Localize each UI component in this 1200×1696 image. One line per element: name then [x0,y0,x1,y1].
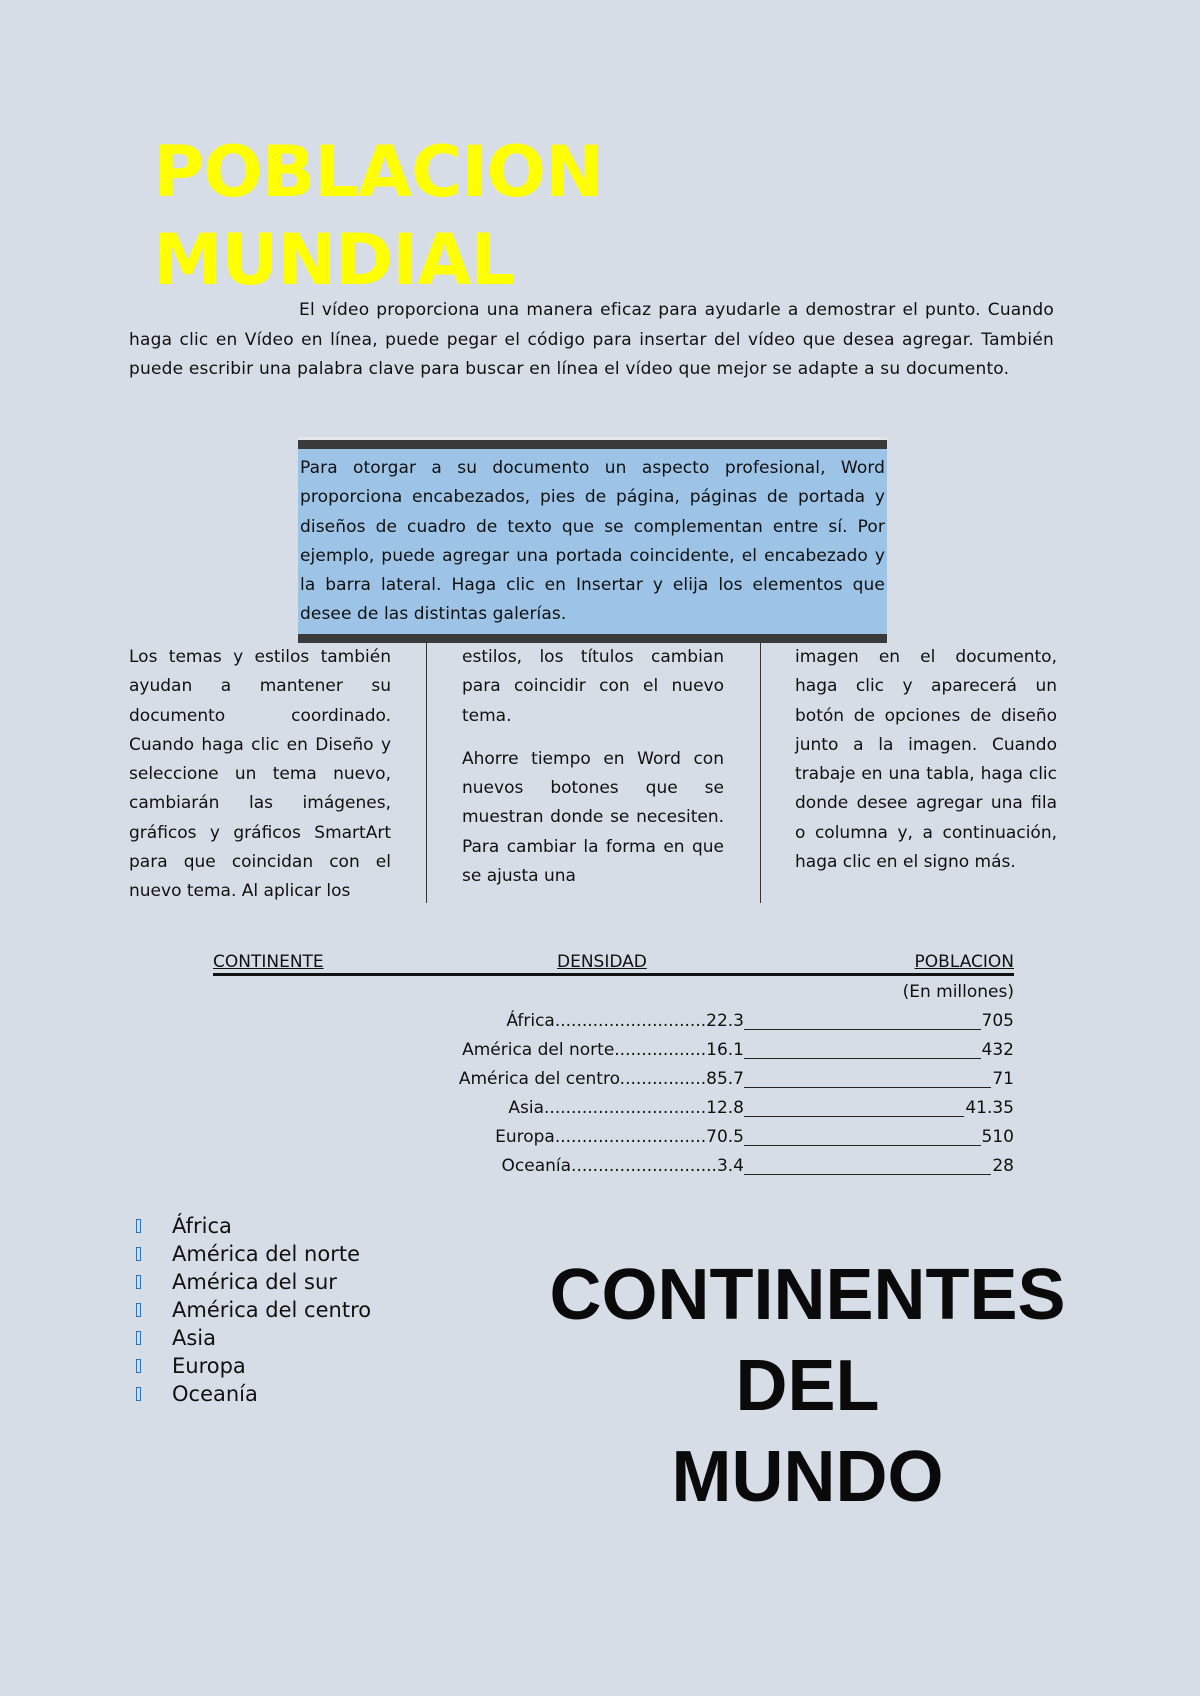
header-rule [213,973,1014,976]
list-item [133,1212,371,1240]
table-unit: (En millones) [902,982,1014,1002]
header-densidad: DENSIDAD [557,952,647,972]
table-row [186,1123,1014,1152]
heading-line: DEL [735,1346,880,1426]
column-3 [795,643,1057,905]
leader-line [744,1123,981,1146]
row-population: 71 [992,1069,1014,1089]
table-row [186,1152,1014,1181]
header-poblacion: POBLACION [914,952,1014,972]
page-title: POBLACION MUNDIAL [153,131,603,301]
leader-line [744,1152,991,1175]
column-2-text-b: Ahorre tiempo en Word con nuevos botones que se muestran donde se necesiten. Para cambiar la forma en que se ajusta una [462,748,724,887]
row-population-leader [744,1094,1014,1123]
continents-heading [520,1250,1095,1523]
row-population: 705 [981,1011,1014,1031]
list-item [133,1324,371,1352]
row-population: 28 [992,1156,1014,1176]
table-header-row [186,950,1014,978]
list-item [133,1352,371,1380]
list-item-label: África [172,1214,232,1238]
bullet-icon [136,1219,141,1233]
header-continente: CONTINENTE [213,952,324,972]
table-row [186,1094,1014,1123]
row-population-leader [744,1007,1014,1036]
list-item-label: América del norte [172,1242,361,1266]
row-name-density: América del centro................85.7 [458,1069,744,1089]
row-name-density: Oceanía...........................3.4 [501,1156,744,1176]
bullet-icon [136,1275,141,1289]
column-2 [462,643,724,905]
column-1-text: Los temas y estilos también ayudan a mantener su documento coordinado. Cuando haga clic en Diseño y seleccione un tema nuevo, cambiarán las imágenes, gráficos y gráficos SmartArt para que coincidan con el nuevo tema. Al aplicar los [129,647,391,902]
column-3-text: imagen en el documento, haga clic y aparecerá un botón de opciones de diseño junto a la imagen. Cuando trabaje en una tabla, haga clic donde desee agregar una fila o columna y, a continuación, haga clic en el signo más. [795,647,1057,873]
table-row [186,1065,1014,1094]
list-item-label: Asia [172,1326,217,1350]
leader-line [744,1007,981,1030]
row-name-density: Europa............................70.5 [495,1127,744,1147]
title-box [153,128,673,301]
leader-line [744,1036,981,1059]
pull-quote-box [298,437,887,643]
leader-line [744,1094,964,1117]
list-item-label: América del sur [172,1270,337,1294]
bullet-icon [136,1359,141,1373]
leader-line [744,1065,991,1088]
list-item-label: América del centro [172,1298,372,1322]
pull-quote-text: Para otorgar a su documento un aspecto profesional, Word proporciona encabezados, pies de página, páginas de portada y diseños de cuadro de texto que se complementan entre sí. Por ejemplo, puede agregar una portada coincidente, el encabezado y la barra lateral. Haga clic en Insertar y elija los elementos que desee de las distintas galerías. [300,458,885,625]
list-item [133,1380,371,1408]
population-table [186,950,1014,1181]
row-population-leader [744,1065,1014,1094]
heading-line: MUNDO [671,1437,944,1517]
list-item [133,1296,371,1324]
table-rows [186,1007,1014,1181]
table-row [186,1007,1014,1036]
continents-list [133,1212,371,1408]
column-divider-2 [760,643,761,903]
row-population-leader [744,1036,1014,1065]
column-2-text-a: estilos, los títulos cambian para coincidir con el nuevo tema. [462,647,724,726]
row-name-density: África............................22.3 [506,1011,744,1031]
bullet-icon [136,1303,141,1317]
row-name-density: Asia..............................12.8 [508,1098,744,1118]
heading-line: CONTINENTES [549,1255,1066,1335]
table-row [186,1036,1014,1065]
row-population-leader [744,1152,1014,1181]
list-item [133,1240,371,1268]
row-population: 432 [981,1040,1014,1060]
bullet-icon [136,1247,141,1261]
column-1 [129,643,391,905]
list-item-label: Europa [172,1354,246,1378]
column-divider-1 [426,643,427,903]
intro-paragraph: El vídeo proporciona una manera eficaz para ayudarle a demostrar el punto. Cuando haga clic en Vídeo en línea, puede pegar el código para insertar del vídeo que desea agregar. También puede escribir una palabra clave para buscar en línea el vídeo que mejor se adapte a su documento. [129,300,1054,379]
bullet-icon [136,1387,141,1401]
row-population-leader [744,1123,1014,1152]
list-item [133,1268,371,1296]
row-name-density: América del norte.................16.1 [462,1040,744,1060]
row-population: 510 [981,1127,1014,1147]
list-item-label: Oceanía [172,1382,258,1406]
bullet-icon [136,1331,141,1345]
row-population: 41.35 [965,1098,1014,1118]
